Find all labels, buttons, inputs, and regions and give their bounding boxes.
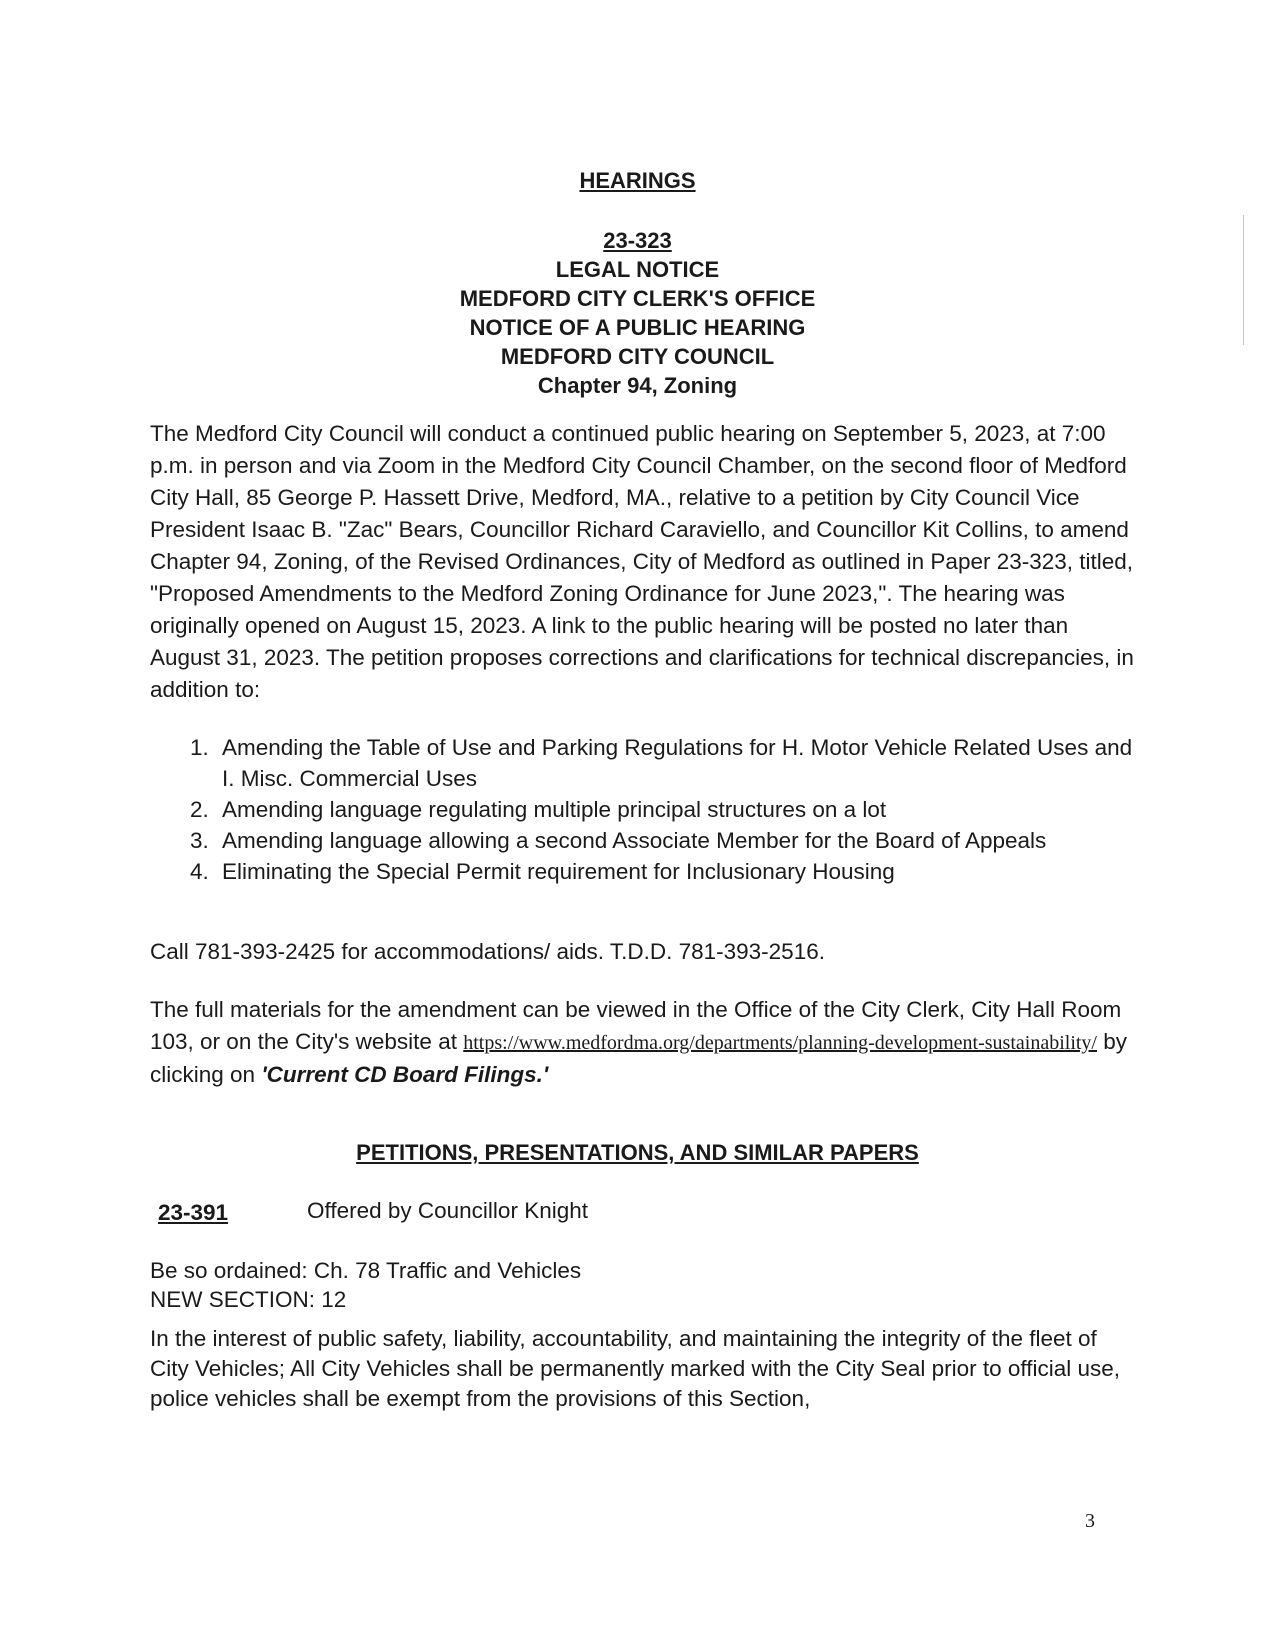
list-item: 1. Amending the Table of Use and Parking Regulations for H. Motor Vehicle Related Uses and I. Misc. Commercial Uses [190,735,1133,791]
hearing-paper-number: 23-323 [603,228,672,253]
list-item: 2. Amending language regulating multiple principal structures on a lot [190,797,887,822]
hearing-notice-body: The Medford City Council will conduct a continued public hearing on September 5, 2023, at 7:00 p.m. in person and via Zoom in the Medford City Council Chamber, on the second floor of Medford City Hall, 85 George P. Hassett Drive, Medford, MA., relative to a petition by City Council Vice President Isaac B. "Zac" Bears, Councillor Richard Caraviello, and Councillor Kit Collins, to amend Chapter 94, Zoning, of the Revised Ordinances, City of Medford as outlined in Paper 23-323, titled, "Proposed Amendments to the Medford Zoning Ordinance for June 2023,". The hearing was originally opened on August 15, 2023. A link to the public hearing will be posted no later than August 31, 2023. The petition proposes corrections and clarifications for technical discrepancies, in addition to: [150,421,1134,702]
cd-board-filings-emphasis: 'Current CD Board Filings.' [261,1062,549,1087]
materials-paragraph: The full materials for the amendment can be viewed in the Office of the City Clerk, City Hall Room 103, or on the City's website at https://www.medfordma.org/departments/planning-development-sustainability/ by clicking on 'Current CD Board Filings.' [150,997,1128,1087]
list-item: 3. Amending language allowing a second Associate Member for the Board of Appeals [190,828,1047,853]
title-line-city-council: MEDFORD CITY COUNCIL [500,344,775,369]
hearings-heading: HEARINGS [579,168,696,193]
ordain-line-chapter: Be so ordained: Ch. 78 Traffic and Vehicles [150,1258,582,1283]
title-line-legal-notice: LEGAL NOTICE [555,257,720,282]
ordain-block [150,1256,1135,1314]
title-line-clerk-office: MEDFORD CITY CLERK'S OFFICE [459,286,816,311]
amendment-list [150,732,1135,887]
hearing-title-block [0,226,1275,400]
petition-paper-number: 23-391 [158,1200,229,1225]
list-item: 4. Eliminating the Special Permit requirement for Inclusionary Housing [190,859,895,884]
petition-body: In the interest of public safety, liability, accountability, and maintaining the integrity of the fleet of City Vehicles; All City Vehicles shall be permanently marked with the City Seal prior to official use, police vehicles shall be exempt from the provisions of this Section, [150,1326,1121,1411]
petition-offered-by: Offered by Councillor Knight [307,1198,588,1223]
page-number: 3 [1085,1510,1095,1532]
title-line-public-hearing: NOTICE OF A PUBLIC HEARING [469,315,806,340]
accommodations-line: Call 781-393-2425 for accommodations/ aids. T.D.D. 781-393-2516. [150,939,825,964]
ordain-line-section: NEW SECTION: 12 [150,1287,347,1312]
title-line-chapter: Chapter 94, Zoning [537,373,738,398]
petitions-heading: PETITIONS, PRESENTATIONS, AND SIMILAR PAPERS [356,1140,919,1165]
website-link[interactable]: https://www.medfordma.org/departments/planning-development-sustainability/ [463,1032,1097,1054]
